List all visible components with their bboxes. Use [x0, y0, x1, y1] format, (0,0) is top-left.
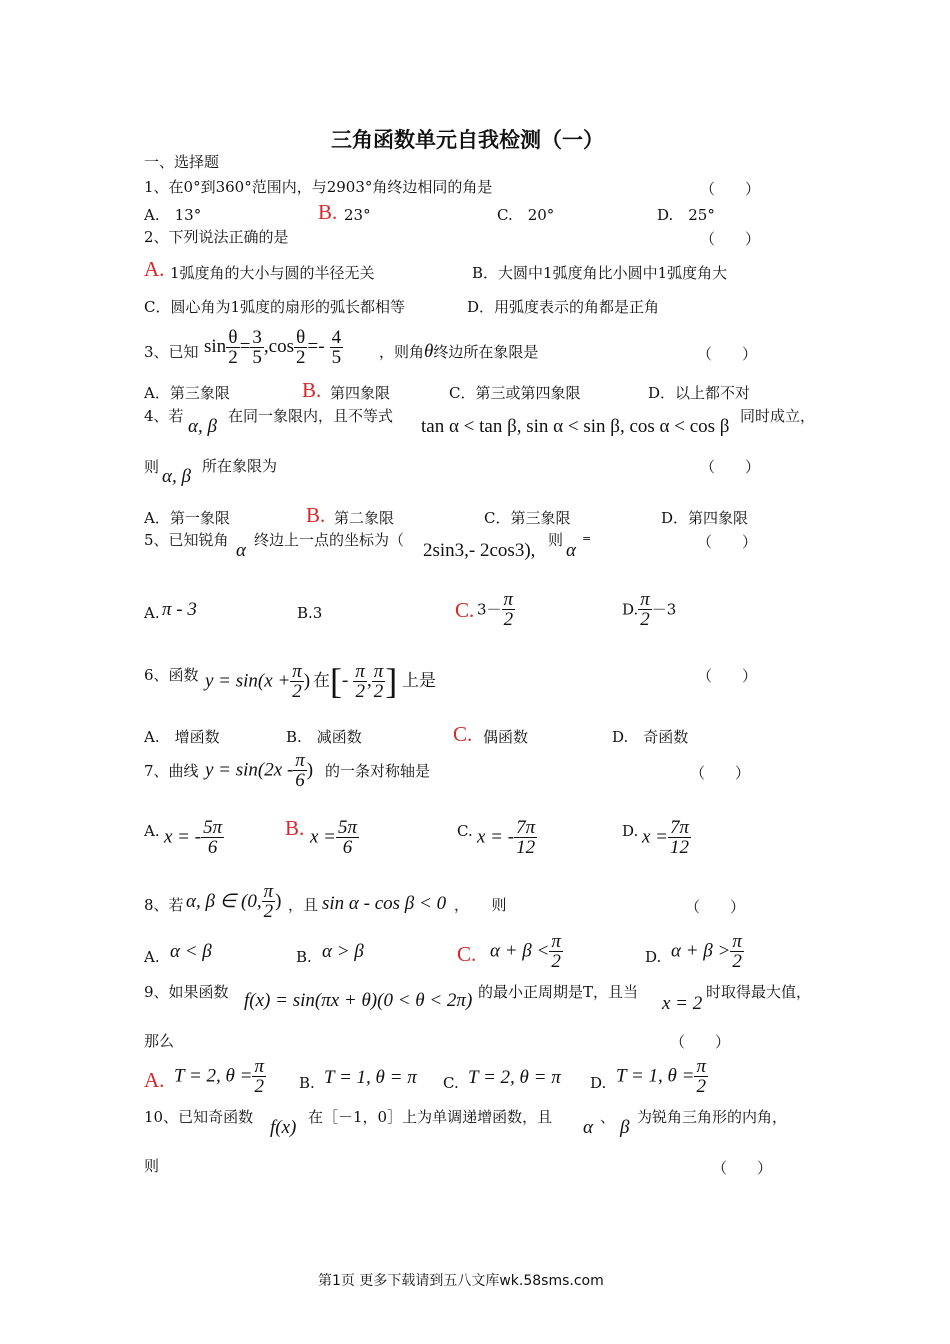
q9-answer-blank: （ ）	[670, 1033, 731, 1051]
q9-function: f(x) = sin(πx + θ)(0 < θ < 2π)	[244, 990, 473, 1011]
q6-option-a: A. 增函数	[144, 728, 220, 746]
q2-option-a: 1弧度角的大小与圆的半径无关	[170, 264, 375, 282]
q9-answer-mark: A.	[144, 1068, 165, 1092]
q7-answer-blank: （ ）	[690, 764, 751, 782]
q4-stem-prefix: 4、若	[144, 407, 184, 425]
q6-option-b: B. 减函数	[286, 728, 362, 746]
q9-option-a: T = 2, θ = $\frac{\pi}{2}$	[174, 1056, 264, 1097]
q3-option-b: 第四象限	[330, 384, 391, 402]
q5-stem-mid: 终边上一点的坐标为（	[254, 531, 405, 549]
q10-beta: β	[620, 1117, 630, 1138]
q8-option-c: α + β < $\frac{\pi}{2}$	[490, 931, 561, 972]
q5-coordinate: 2sin3,- 2cos3),	[423, 540, 536, 561]
q2-option-b: B．大圆中1弧度角比小圆中1弧度角大	[472, 264, 728, 282]
q1-option-c: C. 20°	[497, 206, 555, 224]
q7-option-b: x = $\frac{5\pi}{6}$	[310, 817, 358, 858]
q4-option-d: D．第四象限	[661, 509, 749, 527]
page-footer: 第1页 更多下载请到五八文库wk.58sms.com	[318, 1273, 604, 1289]
q5-option-a-label: A.	[144, 604, 160, 622]
q9-option-c-label: C.	[443, 1074, 459, 1092]
q5-option-d: D. $\frac{\pi}{2}$ －3	[622, 589, 677, 630]
q4-line2-suffix: 所在象限为	[202, 457, 278, 475]
q7-option-d: x = $\frac{7\pi}{12}$	[642, 817, 690, 858]
q7-option-c: x = - $\frac{7\pi}{12}$	[477, 817, 536, 858]
q9-stem-prefix: 9、如果函数	[144, 983, 229, 1001]
q10-answer-blank: （ ）	[712, 1159, 773, 1177]
q10-stem-suffix: 为锐角三角形的内角，	[637, 1108, 788, 1126]
q1-stem: 1、在0°到360°范围内，与2903°角终边相同的角是	[144, 178, 493, 196]
q6-answer-blank: （ ）	[697, 667, 758, 685]
q3-formula: sin $\frac{\theta}{2}$ = $\frac{3}{5}$ ,cos $\frac{\theta}{2}$ =- $\frac{4}{5}$	[204, 327, 342, 368]
q4-alpha-beta: α, β	[188, 416, 217, 437]
q8-stem-prefix: 8、若	[144, 896, 184, 914]
q8-condition: α, β ∈ (0, $\frac{\pi}{2}$ )	[186, 881, 282, 922]
q7-formula: y = sin(2x - $\frac{\pi}{6}$ )	[205, 750, 314, 791]
q3-answer-blank: （ ）	[697, 345, 758, 363]
q8-stem-suffix: ， 则	[454, 896, 507, 914]
q9-line2: 那么	[144, 1032, 175, 1050]
q7-stem-prefix: 7、曲线	[144, 762, 199, 780]
q9-stem-mid: 的最小正周期是T，且当	[478, 983, 639, 1001]
q9-option-d-label: D.	[590, 1074, 607, 1092]
q9-option-b: T = 1, θ = π	[324, 1067, 417, 1088]
q4-option-c: C．第三象限	[484, 509, 571, 527]
q8-option-d: α + β > $\frac{\pi}{2}$	[671, 931, 742, 972]
q5-answer-blank: （ ）	[697, 533, 758, 551]
q3-option-c: C．第三或第四象限	[449, 384, 581, 402]
q7-option-c-label: C.	[457, 822, 473, 840]
q3-stem-suffix: ，则角θ终边所在象限是	[379, 341, 539, 362]
q6-answer-mark: C.	[453, 722, 473, 746]
q1-answer-blank: （ ）	[700, 180, 761, 198]
q8-option-a: α < β	[170, 941, 212, 962]
q7-option-a: x = - $\frac{5\pi}{6}$	[164, 817, 223, 858]
q7-answer-mark: B.	[285, 816, 305, 840]
q5-stem-suffix: 则	[548, 531, 564, 549]
q5-option-b: B.3	[297, 604, 323, 622]
q8-inequality: sin α - cos β < 0	[322, 893, 447, 914]
q8-answer-mark: C.	[457, 942, 477, 966]
q3-stem-prefix: 3、已知	[144, 343, 199, 361]
q6-stem-suffix: 上是	[402, 671, 436, 691]
q6-stem-prefix: 6、函数	[144, 666, 199, 684]
q1-answer-mark: B.	[318, 200, 338, 224]
q3-option-d: D．以上都不对	[648, 384, 751, 402]
q1-option-a: A. 13°	[144, 206, 202, 224]
q8-option-b: α > β	[322, 941, 364, 962]
q8-stem-mid: ，且	[288, 896, 319, 914]
q4-alpha-beta-2: α, β	[162, 466, 191, 487]
q5-equals: =	[582, 532, 592, 545]
q10-function: f(x)	[270, 1117, 297, 1138]
page-title: 三角函数单元自我检测（一）	[331, 128, 604, 152]
q9-option-c: T = 2, θ = π	[468, 1067, 561, 1088]
q8-option-a-label: A.	[144, 948, 160, 966]
q9-stem-suffix: 时取得最大值，	[706, 983, 812, 1001]
q9-option-b-label: B.	[299, 1074, 315, 1092]
q8-option-b-label: B.	[296, 948, 312, 966]
q4-stem-mid: 在同一象限内，且不等式	[228, 407, 394, 425]
q9-condition: x = 2	[662, 993, 703, 1014]
q3-option-a: A．第三象限	[144, 384, 230, 402]
q6-interval: [- $\frac{\pi}{2}$ , $\frac{\pi}{2}$ ]	[330, 660, 398, 702]
q10-alpha: α	[583, 1117, 593, 1138]
q3-answer-mark: B.	[302, 378, 322, 402]
q2-answer-blank: （ ）	[700, 230, 761, 248]
q6-formula: y = sin(x + $\frac{\pi}{2}$ )	[205, 661, 311, 702]
q10-stem-prefix: 10、已知奇函数	[144, 1108, 254, 1126]
q4-stem-suffix: 同时成立，	[740, 407, 816, 425]
q5-alpha: α	[236, 540, 246, 561]
q2-stem: 2、下列说法正确的是	[144, 228, 289, 246]
q10-line2: 则	[144, 1157, 160, 1175]
q7-stem-suffix: 的一条对称轴是	[325, 762, 431, 780]
q1-option-d: D. 25°	[657, 206, 715, 224]
q2-option-d: D．用弧度表示的角都是正角	[467, 298, 660, 316]
q7-option-a-label: A.	[144, 822, 160, 840]
q7-option-d-label: D.	[622, 822, 639, 840]
q9-option-d: T = 1, θ = $\frac{\pi}{2}$	[616, 1056, 706, 1097]
q1-option-b: 23°	[344, 206, 371, 224]
section-heading: 一、选择题	[144, 153, 220, 171]
q5-option-c: 3－ $\frac{\pi}{2}$	[477, 589, 514, 630]
q2-answer-mark: A.	[144, 257, 165, 281]
q5-alpha-2: α	[566, 540, 576, 561]
q6-option-d: D. 奇函数	[612, 728, 689, 746]
q8-option-d-label: D.	[645, 948, 662, 966]
q6-option-c: 偶函数	[483, 728, 529, 746]
q4-inequality: tan α < tan β, sin α < sin β, cos α < cos β	[421, 416, 730, 437]
q10-stem-mid: 在［－1，0］上为单调递增函数，且	[308, 1108, 553, 1126]
q5-stem-prefix: 5、已知锐角	[144, 531, 229, 549]
q4-answer-mark: B.	[306, 503, 326, 527]
q4-option-b: 第二象限	[334, 509, 395, 527]
q4-line2-prefix: 则	[144, 458, 160, 476]
q2-option-c: C．圆心角为1弧度的扇形的弧长都相等	[144, 298, 406, 316]
q8-answer-blank: （ ）	[685, 898, 746, 916]
q6-zai: 在	[313, 671, 330, 691]
q4-option-a: A．第一象限	[144, 509, 230, 527]
q5-answer-mark: C.	[455, 598, 475, 622]
q5-option-a: π - 3	[162, 599, 197, 620]
q10-separator: 、	[600, 1108, 616, 1126]
q4-answer-blank: （ ）	[700, 458, 761, 476]
